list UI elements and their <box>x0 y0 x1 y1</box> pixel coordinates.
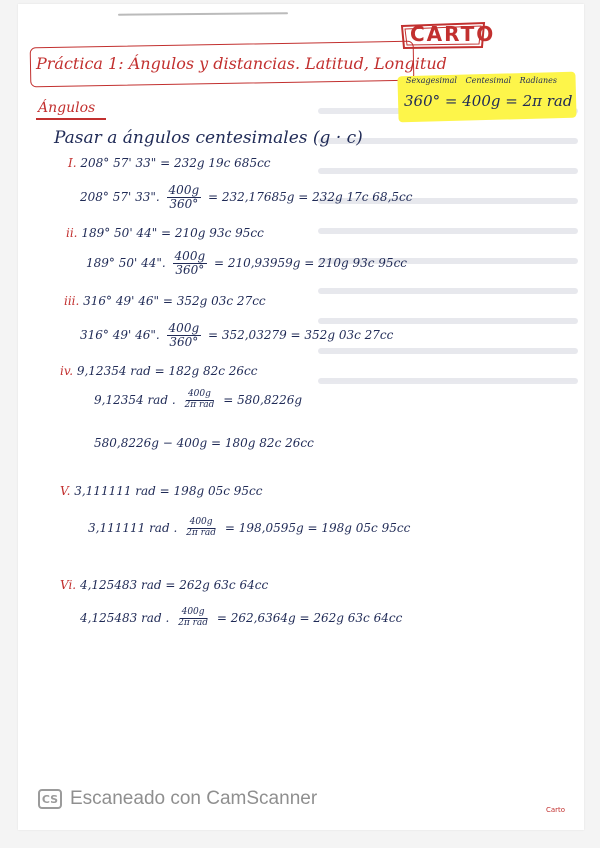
top-scribble <box>118 12 288 15</box>
item-label: ii. <box>66 226 78 240</box>
item-extra-step: 580,8226g − 400g = 180g 82c 26cc <box>94 436 314 450</box>
corner-logo: Carto <box>546 806 566 814</box>
subheading: Pasar a ángulos centesimales (g · c) <box>54 128 363 148</box>
item-result <box>60 484 262 498</box>
item-calculation <box>88 518 410 539</box>
fraction <box>167 184 202 211</box>
fraction <box>184 518 218 539</box>
fraction-denominator: 360° <box>175 263 205 278</box>
fraction-numerator: 400g <box>187 389 211 399</box>
fraction-denominator: 2π rad <box>178 617 209 628</box>
item-calculation <box>94 390 302 411</box>
page-title: Práctica 1: Ángulos y distancias. Latitud, Longitud <box>36 54 447 73</box>
logo-text: CARTO <box>410 22 496 46</box>
calc-right: = 210,93959g = 210g 93c 95cc <box>213 256 408 271</box>
item-label: I. <box>68 156 77 170</box>
item-label: iii. <box>64 294 80 308</box>
calc-right: = 580,8226g <box>223 392 303 407</box>
item-result <box>66 226 264 240</box>
camscanner-icon: CS <box>38 789 62 809</box>
item-label: iv. <box>60 364 74 378</box>
fraction <box>182 390 216 411</box>
fraction-numerator: 400g <box>168 321 200 335</box>
item-result <box>60 578 268 592</box>
item-result-text: 189° 50' 44" = 210g 93c 95cc <box>81 226 264 240</box>
calc-right: = 198,0595g = 198g 05c 95cc <box>224 520 411 535</box>
calc-left: 316° 49' 46". <box>80 328 160 343</box>
calc-left: 4,125483 rad . <box>80 610 170 625</box>
label-centesimal: Centesimal <box>465 76 512 85</box>
conversion-equation: 360° = 400g = 2π rad <box>404 92 573 110</box>
item-result <box>60 364 257 378</box>
item-label: V. <box>60 484 71 498</box>
item-result-text: 9,12354 rad = 182g 82c 26cc <box>76 364 258 378</box>
fraction-denominator: 360° <box>169 335 199 350</box>
label-radianes: Radianes <box>519 76 557 85</box>
item-result <box>68 156 271 170</box>
section-underline <box>36 118 106 120</box>
item-result <box>64 294 266 308</box>
calc-left: 3,111111 rad . <box>88 520 178 535</box>
item-calculation <box>86 250 407 277</box>
fraction-numerator: 400g <box>168 183 200 197</box>
calc-right: = 262,6364g = 262g 63c 64cc <box>216 610 403 625</box>
fraction <box>173 250 208 277</box>
item-result-text: 4,125483 rad = 262g 63c 64cc <box>79 578 269 592</box>
fraction <box>176 608 210 629</box>
calc-right: = 352,03279 = 352g 03c 27cc <box>207 328 394 343</box>
calc-left: 208° 57' 33". <box>80 190 160 205</box>
scanned-page <box>18 4 584 830</box>
label-sexagesimal: Sexagesimal <box>406 76 457 85</box>
item-calculation <box>80 322 393 349</box>
camscanner-text: Escaneado con CamScanner <box>70 788 318 809</box>
item-label: Vi. <box>60 578 77 592</box>
fraction-denominator: 2π rad <box>184 399 215 410</box>
fraction <box>167 322 202 349</box>
fraction-denominator: 360° <box>169 197 199 212</box>
item-result-text: 316° 49' 46" = 352g 03c 27cc <box>83 294 266 308</box>
fraction-numerator: 400g <box>174 249 206 263</box>
item-calculation <box>80 608 402 629</box>
item-calculation <box>80 184 412 211</box>
item-result-text: 3,111111 rad = 198g 05c 95cc <box>74 484 263 498</box>
item-result-text: 208° 57' 33" = 232g 19c 685cc <box>80 156 271 170</box>
conversion-labels <box>406 76 563 85</box>
calc-left: 9,12354 rad . <box>94 392 176 407</box>
fraction-numerator: 400g <box>189 517 213 527</box>
camscanner-watermark <box>38 788 317 810</box>
fraction-numerator: 400g <box>181 607 205 617</box>
fraction-denominator: 2π rad <box>186 527 217 538</box>
calc-right: = 232,17685g = 232g 17c 68,5cc <box>207 190 413 205</box>
calc-left: 189° 50' 44". <box>86 256 166 271</box>
section-title: Ángulos <box>38 100 96 116</box>
